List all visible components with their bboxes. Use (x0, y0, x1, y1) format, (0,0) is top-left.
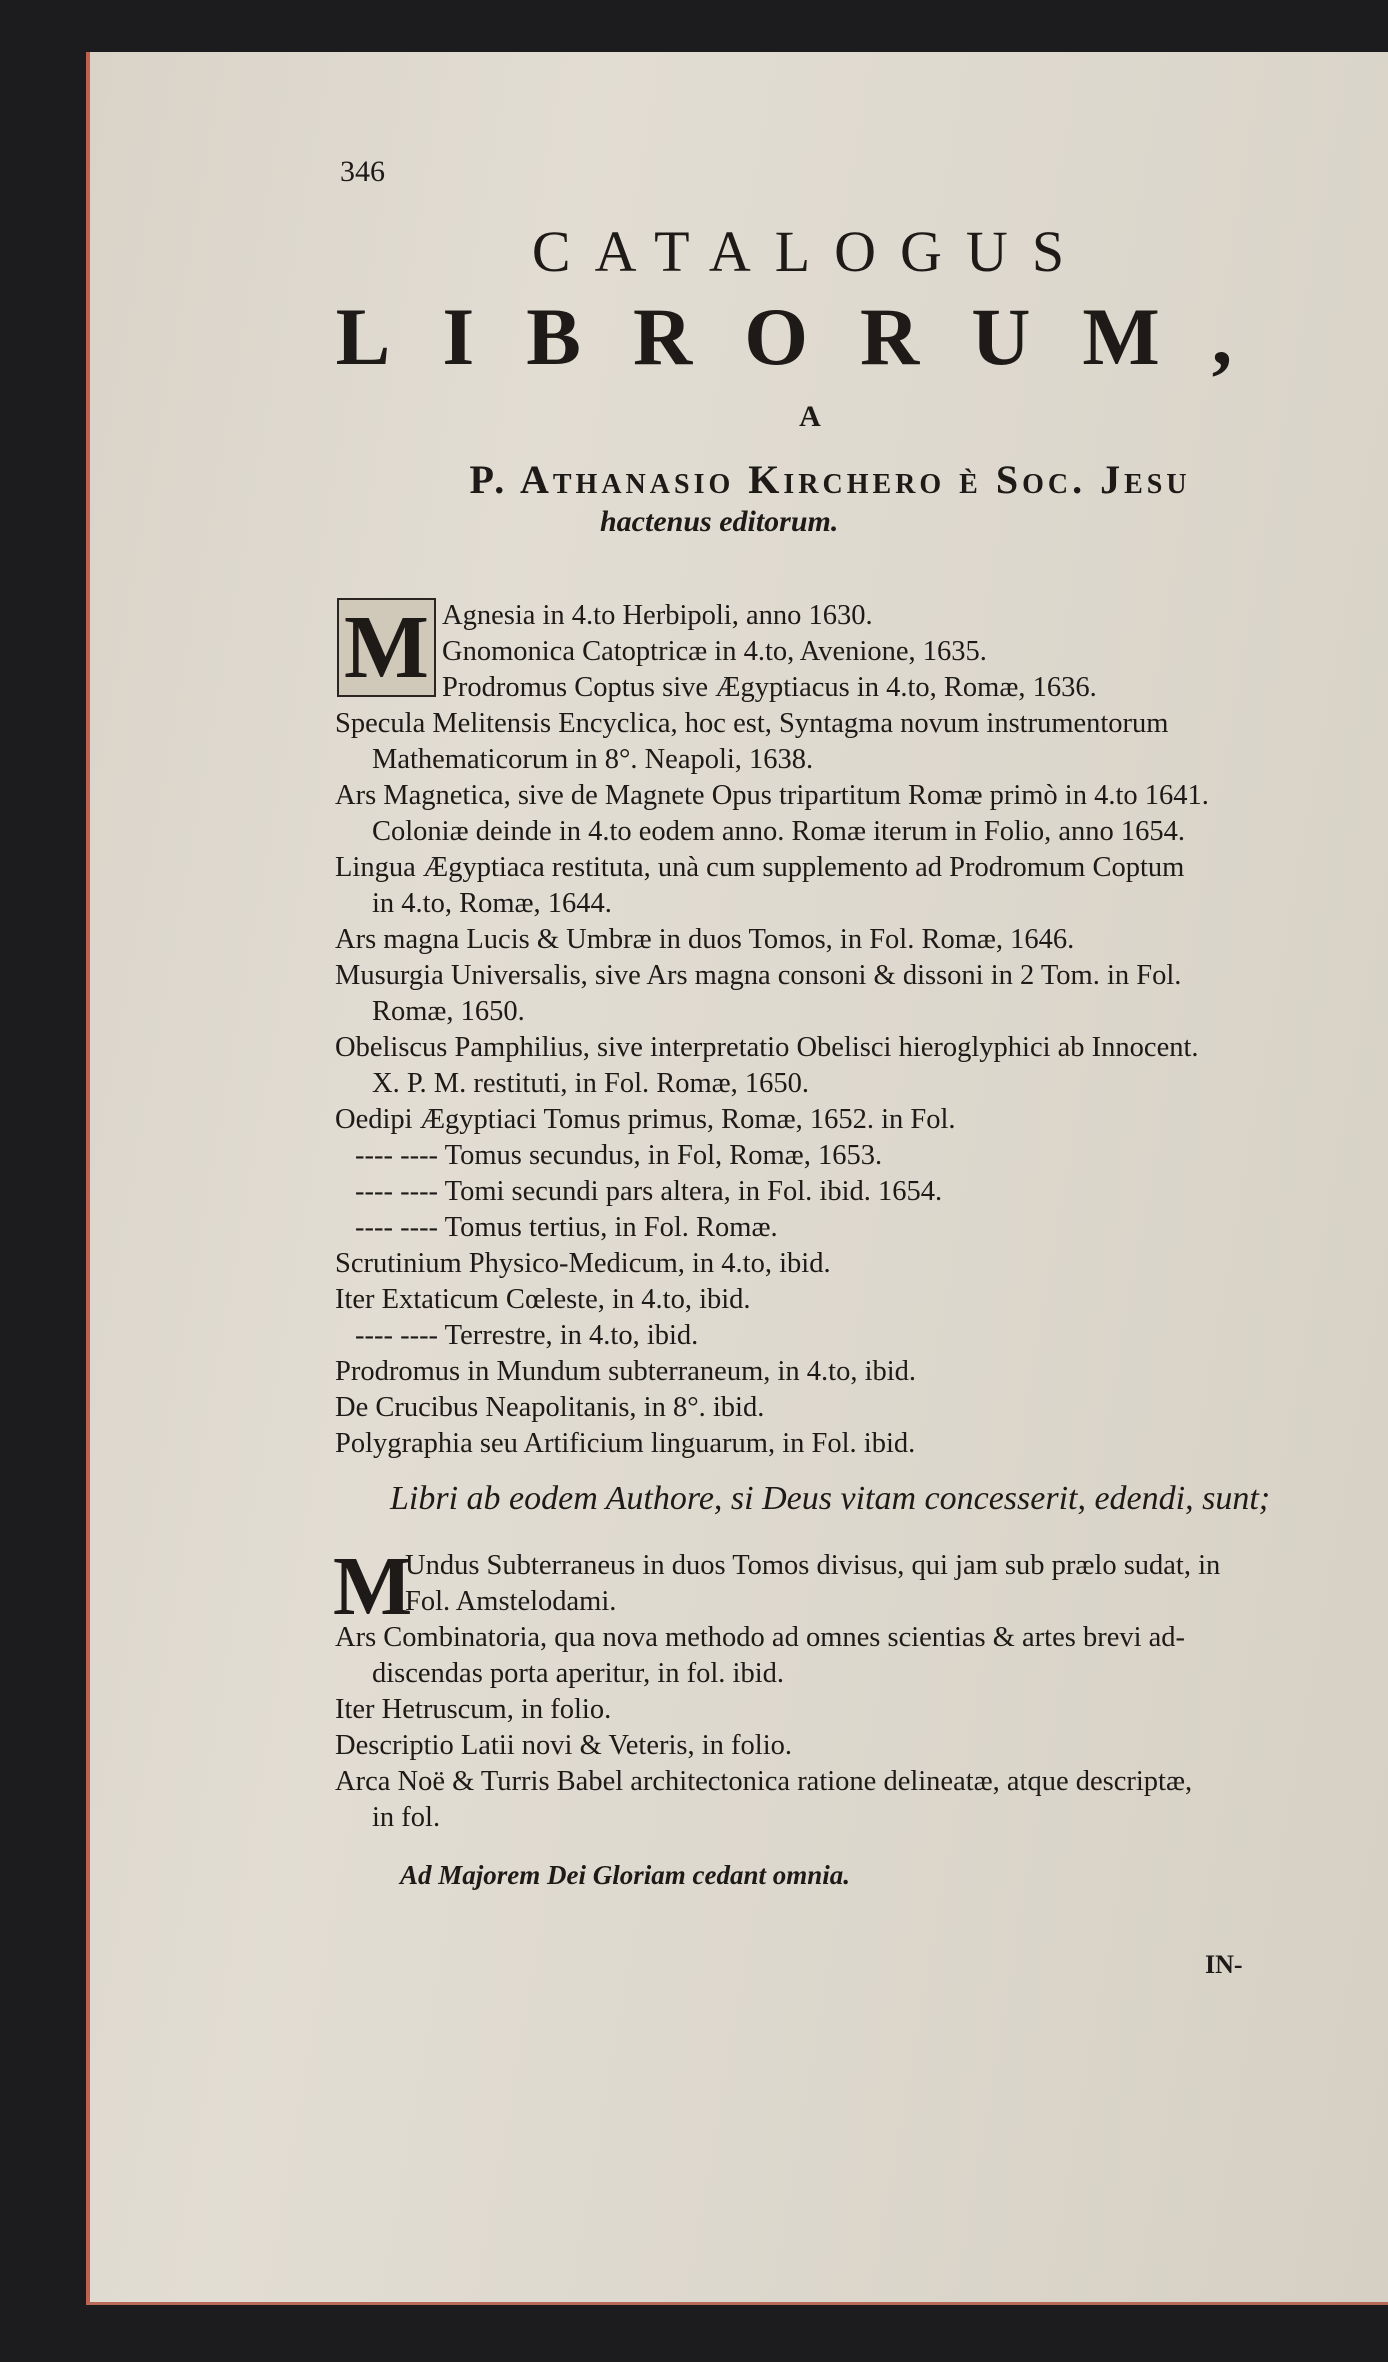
entry-line: Mathematicorum in 8°. Neapoli, 1638. (372, 744, 814, 775)
catalog-entry (335, 1390, 1285, 1426)
catalog-entry (335, 850, 1285, 922)
title-a: A (799, 400, 821, 433)
closing-motto: Ad Majorem Dei Gloriam cedant omnia. (400, 1860, 851, 1890)
catalog-entry (335, 1102, 1285, 1138)
catalog-entry (335, 1174, 1285, 1210)
entry-line: Lingua Ægyptiaca restituta, unà cum supplemento ad Prodromum Coptum (335, 852, 1185, 883)
entry-line: ---- ---- Tomus tertius, in Fol. Romæ. (355, 1212, 778, 1243)
catalog-entry (335, 1138, 1285, 1174)
entry-line: Fol. Amstelodami. (405, 1586, 617, 1617)
forthcoming-works-list (335, 1548, 1285, 1836)
catalog-entry (335, 1354, 1285, 1390)
ornamental-drop-initial: M (337, 598, 436, 697)
entry-line: discendas porta aperitur, in fol. ibid. (372, 1658, 784, 1689)
entry-line: in 4.to, Romæ, 1644. (372, 888, 612, 919)
entry-line: Iter Extaticum Cœleste, in 4.to, ibid. (335, 1284, 751, 1315)
catalog-entry (335, 922, 1285, 958)
entry-line: ---- ---- Tomi secundi pars altera, in Fol. ibid. 1654. (355, 1176, 943, 1207)
catalog-entry (335, 1620, 1285, 1692)
catalog-entry (335, 634, 1285, 670)
entry-line: ---- ---- Terrestre, in 4.to, ibid. (355, 1320, 699, 1351)
drop-initial: M (333, 1540, 413, 1633)
entry-line: Obeliscus Pamphilius, sive interpretatio Obelisci hieroglyphici ab Innocent. (335, 1032, 1199, 1063)
catalog-entry (335, 1548, 1285, 1620)
catalog-entry (335, 1246, 1285, 1282)
subtitle: hactenus editorum. (600, 505, 839, 538)
published-works-list (335, 598, 1285, 1462)
catalog-entry (335, 1210, 1285, 1246)
catalog-entry (335, 778, 1285, 850)
catalog-entry (335, 1764, 1285, 1836)
entry-line: Coloniæ deinde in 4.to eodem anno. Romæ iterum in Folio, anno 1654. (372, 816, 1185, 847)
entry-line: Prodromus Coptus sive Ægyptiacus in 4.to, Romæ, 1636. (442, 672, 1097, 703)
catalog-entry (335, 1282, 1285, 1318)
entry-line: Gnomonica Catoptricæ in 4.to, Avenione, 1635. (442, 636, 987, 667)
entry-line: Musurgia Universalis, sive Ars magna consoni & dissoni in 2 Tom. in Fol. (335, 960, 1182, 991)
entry-line: De Crucibus Neapolitanis, in 8°. ibid. (335, 1392, 765, 1423)
entry-line: Scrutinium Physico-Medicum, in 4.to, ibid. (335, 1248, 831, 1279)
catalog-entry (335, 598, 1285, 634)
catchword: IN- (1205, 1950, 1243, 1979)
entry-line: Ars Magnetica, sive de Magnete Opus tripartitum Romæ primò in 4.to 1641. (335, 780, 1209, 811)
entry-line: Descriptio Latii novi & Veteris, in folio. (335, 1730, 792, 1761)
entry-line: Polygraphia seu Artificium linguarum, in Fol. ibid. (335, 1428, 916, 1459)
entry-line: Iter Hetruscum, in folio. (335, 1694, 612, 1725)
catalog-entry (335, 1318, 1285, 1354)
entry-line: Specula Melitensis Encyclica, hoc est, Syntagma novum instrumentorum (335, 708, 1169, 739)
entry-line: Ars Combinatoria, qua nova methodo ad omnes scientias & artes brevi ad- (335, 1622, 1186, 1653)
author-line: P. Athanasio Kirchero è Soc. Jesu (469, 457, 1191, 502)
entry-line: Oedipi Ægyptiaci Tomus primus, Romæ, 1652. in Fol. (335, 1104, 956, 1135)
page-number: 346 (340, 155, 385, 188)
entry-line: Undus Subterraneus in duos Tomos divisus, qui jam sub prælo sudat, in (405, 1550, 1221, 1581)
catalog-entry (335, 1728, 1285, 1764)
entry-line: ---- ---- Tomus secundus, in Fol, Romæ, 1653. (355, 1140, 883, 1171)
catalog-entry (335, 958, 1285, 1030)
entry-line: Prodromus in Mundum subterraneum, in 4.to, ibid. (335, 1356, 917, 1387)
forthcoming-heading: Libri ab eodem Authore, si Deus vitam concesserit, edendi, sunt; (390, 1480, 1271, 1517)
entry-line: Agnesia in 4.to Herbipoli, anno 1630. (442, 600, 873, 631)
catalog-entry (335, 1692, 1285, 1728)
catalog-entry (335, 706, 1285, 778)
entry-line: Ars magna Lucis & Umbræ in duos Tomos, in Fol. Romæ, 1646. (335, 924, 1075, 955)
title-catalogus: CATALOGUS (531, 219, 1089, 284)
title-librorum: LIBRORUM, (335, 291, 1285, 382)
entry-line: Arca Noë & Turris Babel architectonica ratione delineatæ, atque descriptæ, (335, 1766, 1193, 1797)
entry-line: X. P. M. restituti, in Fol. Romæ, 1650. (372, 1068, 810, 1099)
catalog-entry (335, 670, 1285, 706)
catalog-entry (335, 1426, 1285, 1462)
entry-line: in fol. (372, 1802, 441, 1833)
catalog-entry (335, 1030, 1285, 1102)
entry-line: Romæ, 1650. (372, 996, 525, 1027)
